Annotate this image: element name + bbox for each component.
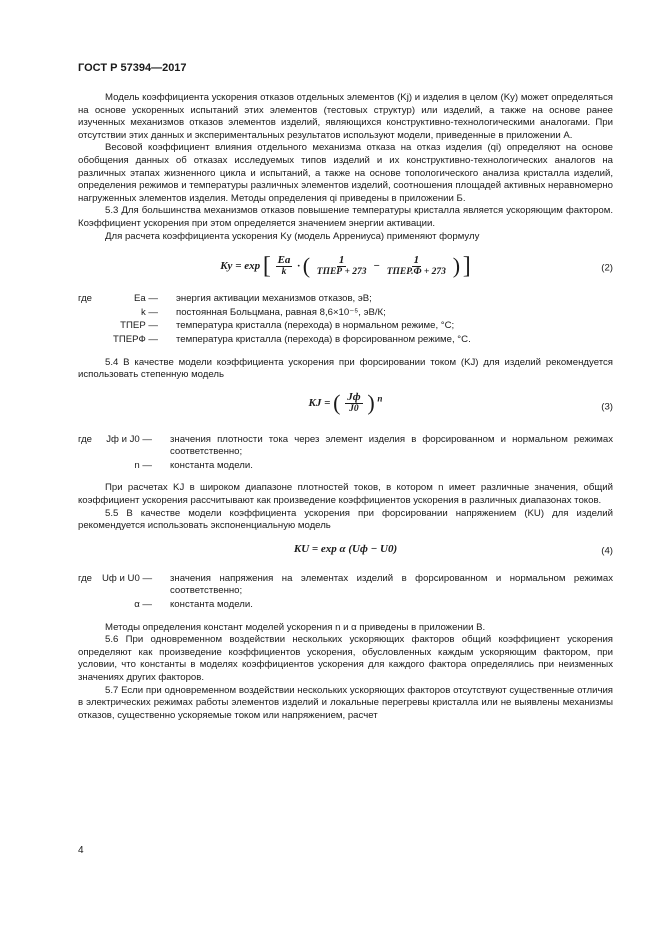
formula-2-ea-over-k: $\frac{Ea}{k}$: [277, 254, 291, 278]
formula-3-ratio: $\frac{Jф}{J0}$: [347, 390, 361, 414]
def-symbol: Ea —: [134, 293, 158, 305]
def-text: постоянная Больцмана, равная 8,6×10⁻⁵, эВ/К;: [176, 306, 386, 318]
def-symbol: TПЕРФ —: [113, 333, 158, 345]
def-symbol: α —: [134, 599, 152, 611]
def-text: энергия активации механизмов отказов, эВ;: [176, 293, 372, 305]
paragraph-5-6: 5.6 При одновременном воздействии нескольких ускоряющих факторов общий коэффициент ускорения определяют как произведение коэффициентов ускорения, обусловленных каждым ускоряющим фактором, при условии, что константы в моделях коэффициентов ускорения для каждого фактора определялись при неизменных значениях других факторов.: [78, 634, 613, 683]
paragraph: Для расчета коэффициента ускорения Ky (модель Аррениуса) применяют формулу: [105, 230, 480, 242]
paragraph-5-3: 5.3 Для большинства механизмов отказов повышение температуры кристалла является ускоряющим фактором. Коэффициент ускорения при этом определяется значением энергии активации.: [78, 205, 613, 229]
def-symbol: n —: [134, 459, 152, 471]
formula-2-term1: $\frac{1}{\text{TПЕР + 273}}$: [316, 254, 367, 278]
paragraph: Методы определения констант моделей ускорения n и α приведены в приложении В.: [105, 621, 486, 633]
paragraph: Модель коэффициента ускорения отказов отдельных элементов (Kj) и изделия в целом (Ky) может определяться на основе ускоренных испытаний этих элементов (тестовых структур) или изделий, а также на основе ранее изученных механизмов отказов элементов изделий, являющихся конструктивно-технологическими аналогами. При отсутствии этих данных и экспериментальных результатов используют модели, приведенные в приложении А.: [78, 92, 613, 141]
paragraph: Весовой коэффициент влияния отдельного механизма отказа на отказ изделия (qi) определяют на основе обобщения данных об отказах исследуемых типов изделий и их конструктивно-технологических аналогов на различных этапах жизненного цикла и испытаний, а также на основе топологического анализа кристалла изделий, определения режимов и температуры различных элементов изделий, соотношения площадей активных неравномерно нагруженных элементов изделия. Методы определения qi приведены в приложении Б.: [78, 142, 613, 204]
def-text: константа модели.: [170, 459, 253, 471]
formula-3-exponent: n: [377, 393, 383, 404]
def-text: температура кристалла (перехода) в форсированном режиме, °С.: [176, 333, 471, 345]
page-body: [78, 92, 613, 722]
formula-2-lhs: Ky = exp: [220, 260, 261, 273]
def-text: константа модели.: [170, 599, 253, 611]
def-text: температура кристалла (перехода) в нормальном режиме, °С;: [176, 320, 455, 332]
definitions-4: [78, 573, 613, 612]
def-symbol: k —: [140, 306, 158, 318]
formula-3-lhs: KJ =: [308, 396, 331, 409]
definitions-3: [78, 434, 613, 473]
paragraph: При расчетах KJ в широком диапазоне плотностей токов, в котором n имеет различные значения, общий коэффициент ускорения рассчитывают как произведение коэффициентов ускорения в различных диапазонах токов.: [78, 482, 613, 507]
paragraph-5-5: 5.5 В качестве модели коэффициента ускорения при форсировании напряжением (KU) для изделий рекомендуется использовать экспоненциальную модель: [78, 507, 613, 532]
formula-3: KJ = ( $\frac{Jф}{J0}$ ) $^n$ (3): [308, 389, 613, 415]
formula-number: (2): [601, 262, 613, 274]
page-number: 4: [78, 845, 84, 856]
where-label: где: [78, 572, 93, 584]
def-symbol: Jф и J0 —: [106, 433, 152, 445]
where-label: где: [78, 433, 93, 445]
def-symbol: TПЕР —: [120, 320, 158, 332]
def-text: значения напряжения на элементах изделий в форсированном и нормальном режимах соответственно;: [170, 572, 613, 597]
def-text: значения плотности тока через элемент изделия в форсированном и нормальном режимах соответственно;: [170, 433, 613, 458]
def-symbol: Uф и U0 —: [102, 572, 153, 584]
formula-4-expr: KU = exp α (Uф − U0): [293, 542, 398, 555]
formula-2: Ky = exp [ $\frac{Ea}{k}$ · ( $\frac{1}{\text{TПЕР + 273}}$ − $\frac{1}{\text{TПЕР.Ф + 273}}$ ) ] (2): [220, 253, 613, 280]
formula-2-term2: $\frac{1}{\text{TПЕР.Ф + 273}}$: [386, 254, 446, 278]
definitions-2: [78, 293, 613, 346]
paragraph-5-7: 5.7 Если при одновременном воздействии нескольких ускоряющих факторов отсутствуют существенные отличия в электрических режимах работы элементов изделий и локальные перегревы кристалла или не выявлены механизмы отказов, существенно ускоряемые током или напряжением, расчет: [78, 684, 613, 721]
formula-number: (4): [601, 545, 613, 557]
where-label: где: [78, 293, 93, 305]
paragraph-5-4: 5.4 В качестве модели коэффициента ускорения при форсировании током (KJ) для изделий рекомендуется использовать степенную модель: [78, 356, 613, 381]
formula-4: [78, 541, 613, 563]
formula-number: (3): [601, 401, 613, 413]
document-header: ГОСТ Р 57394—2017: [78, 62, 187, 74]
